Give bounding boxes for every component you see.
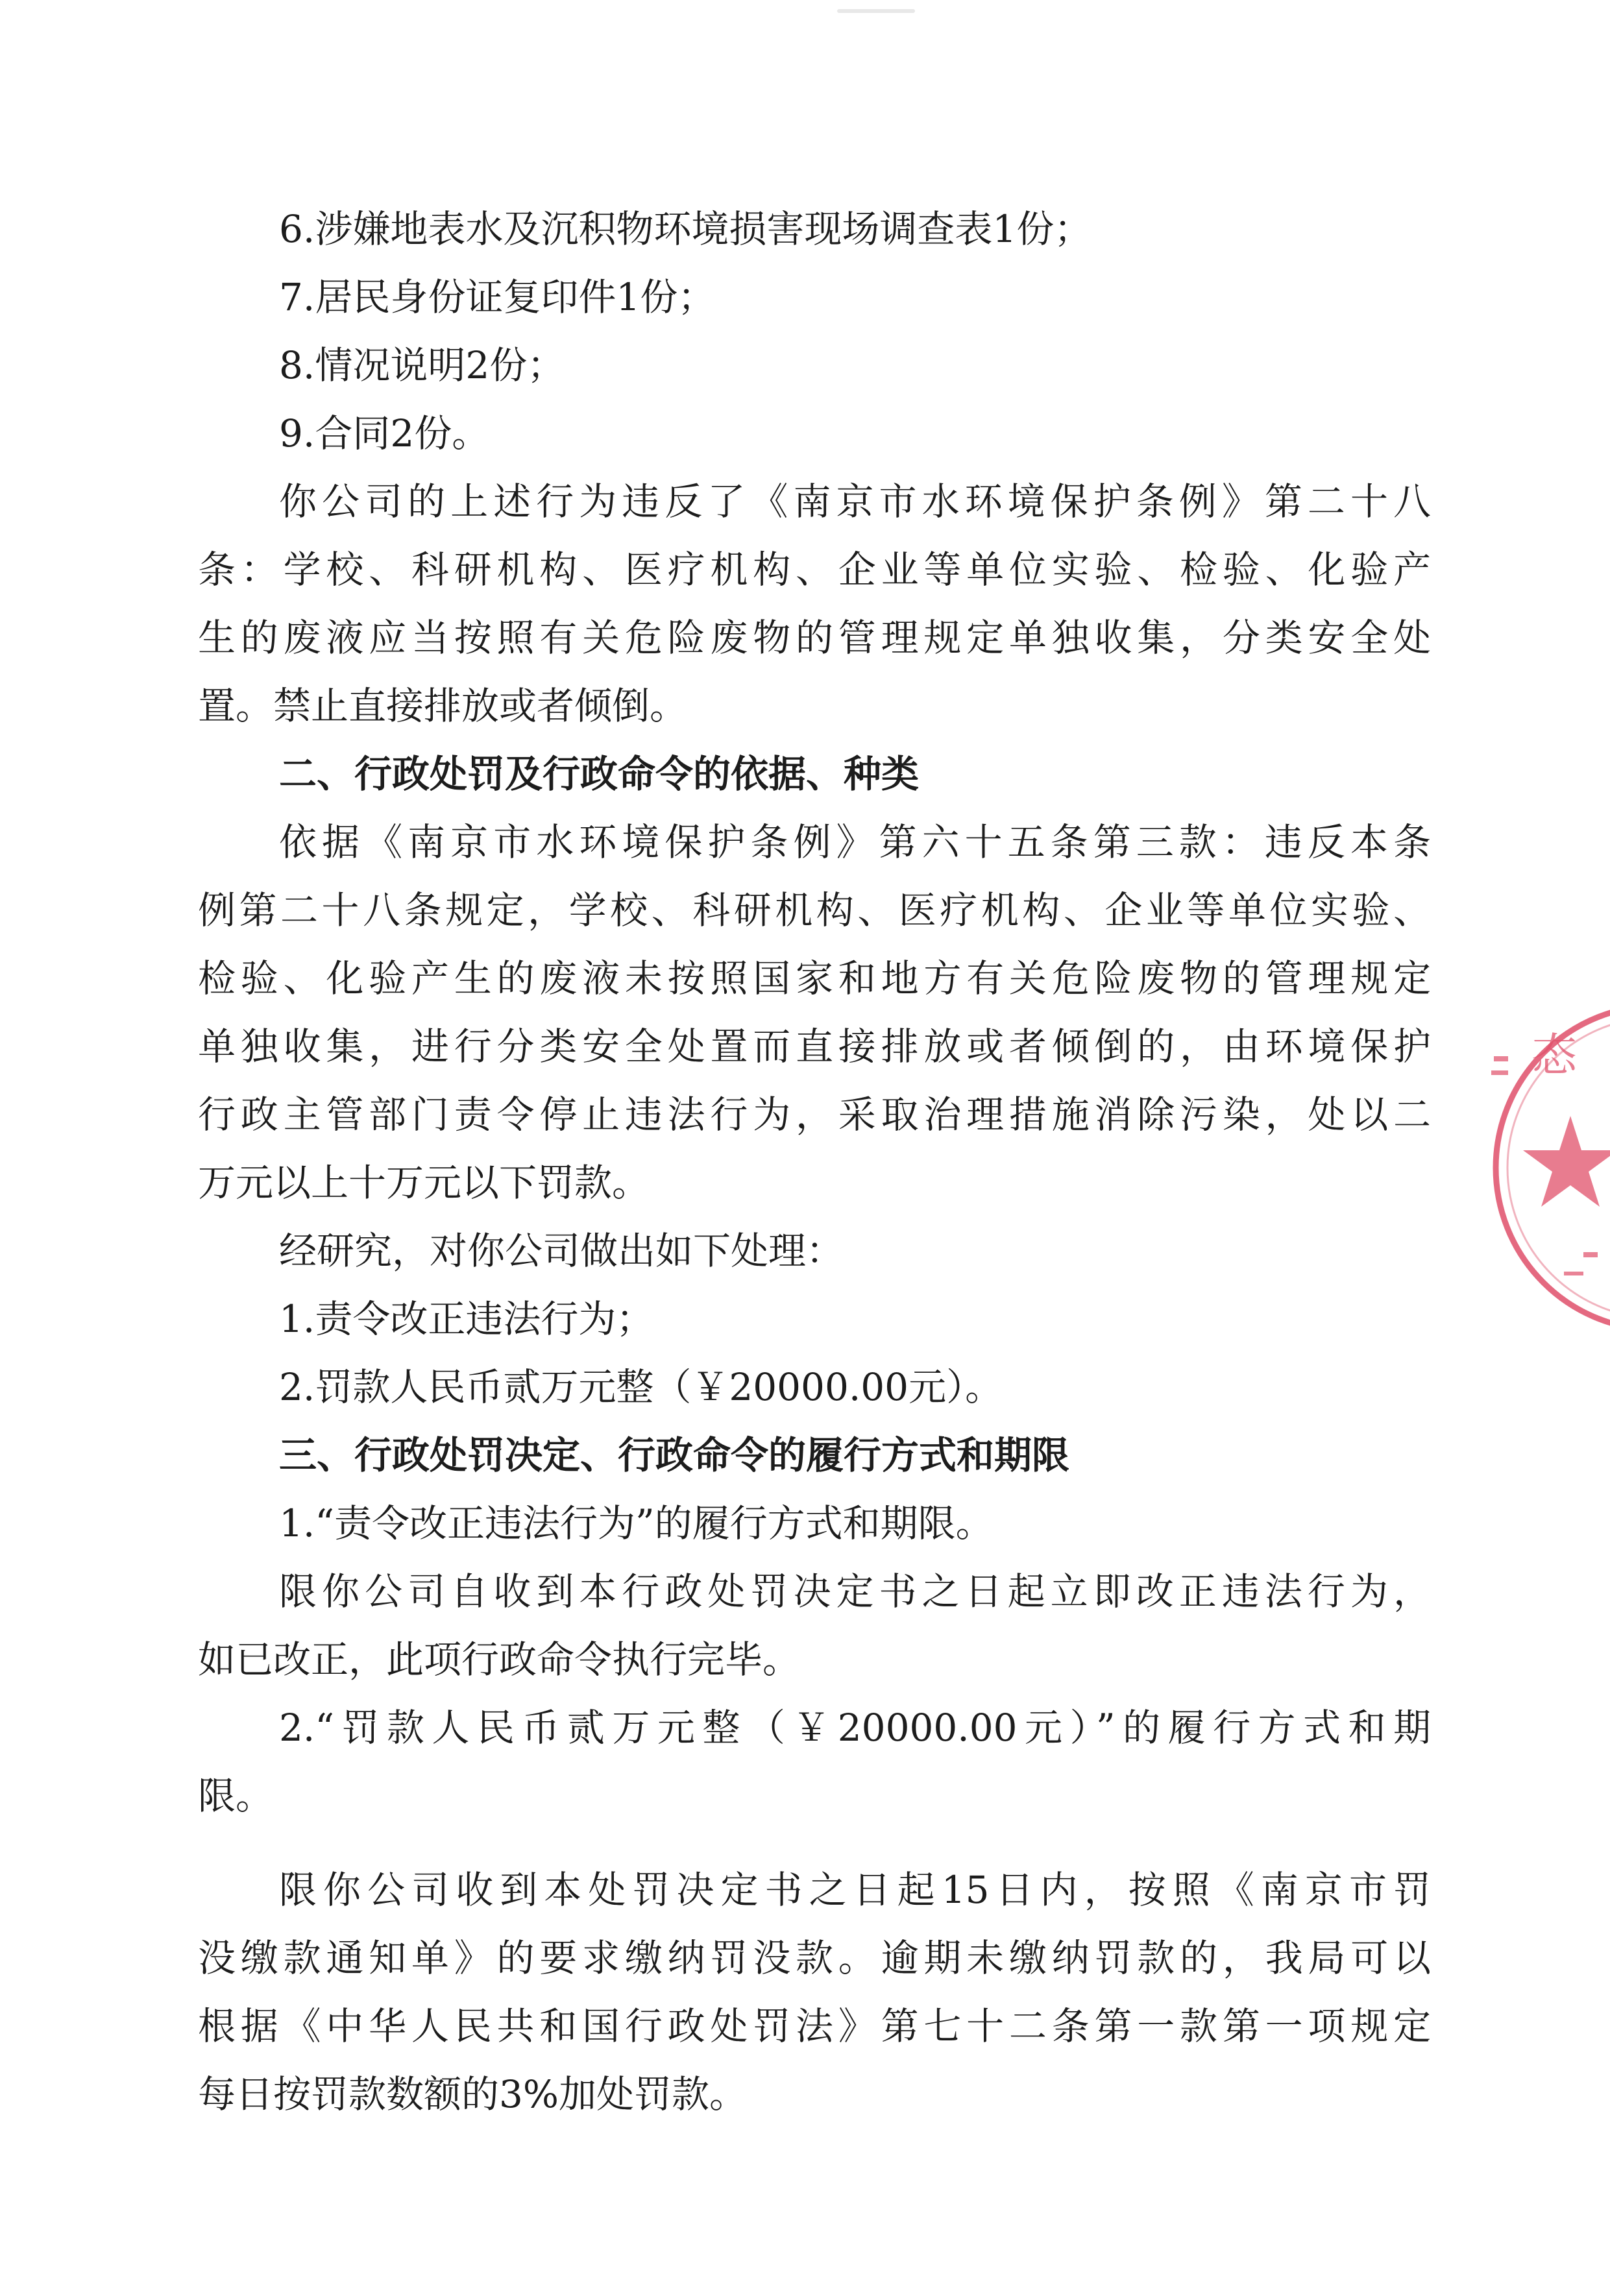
text-line-17: 1.责令改正违法行为； [279, 1297, 654, 1341]
text-line-26: 没缴款通知单》的要求缴纳罚没款。逾期未缴纳罚款的，我局可以 [198, 1936, 1431, 1980]
seal-text: 态 [1531, 1028, 1577, 1082]
text-line-28: 每日按罚款数额的3%加处罚款。 [198, 2072, 748, 2116]
text-line-25: 限你公司收到本处罚决定书之日起15日内，按照《南京市罚 [279, 1868, 1431, 1912]
text-line-20: 1.“责令改正违法行为”的履行方式和期限。 [279, 1501, 994, 1545]
text-line-12: 检验、化验产生的废液未按照国家和地方有关危险废物的管理规定 [198, 956, 1431, 1000]
text-line-4: 9.合同2份。 [279, 411, 490, 455]
scan-artifact [837, 9, 915, 13]
official-seal [1486, 993, 1610, 1343]
section-heading-3: 三、行政处罚决定、行政命令的履行方式和期限 [279, 1433, 1070, 1477]
seal-star [1523, 1116, 1610, 1207]
text-line-2: 7.居民身份证复印件1份； [279, 275, 716, 319]
text-line-23: 2.“罚款人民币贰万元整（￥20000.00元）”的履行方式和期 [279, 1706, 1431, 1750]
text-line-16: 经研究，对你公司做出如下处理： [279, 1229, 844, 1273]
text-line-18: 2.罚款人民币贰万元整（￥20000.00元）。 [279, 1365, 1003, 1409]
text-line-13: 单独收集，进行分类安全处置而直接排放或者倾倒的，由环境保护 [198, 1024, 1431, 1069]
text-line-8: 置。禁止直接排放或者倾倒。 [198, 684, 688, 728]
text-line-24: 限。 [198, 1774, 274, 1818]
text-line-7: 生的废液应当按照有关危险废物的管理规定单独收集，分类安全处 [198, 616, 1431, 660]
text-line-5: 你公司的上述行为违反了《南京市水环境保护条例》第二十八 [279, 479, 1431, 524]
text-line-15: 万元以上十万元以下罚款。 [198, 1161, 650, 1205]
text-line-1: 6.涉嫌地表水及沉积物环境损害现场调查表1份； [279, 207, 1092, 251]
text-line-11: 例第二十八条规定，学校、科研机构、医疗机构、企业等单位实验、 [198, 888, 1431, 932]
text-line-10: 依据《南京市水环境保护条例》第六十五条第三款：违反本条 [279, 820, 1431, 864]
text-line-27: 根据《中华人民共和国行政处罚法》第七十二条第一款第一项规定 [198, 2004, 1431, 2048]
text-line-21: 限你公司自收到本行政处罚决定书之日起立即改正违法行为， [279, 1569, 1431, 1613]
section-heading-2: 二、行政处罚及行政命令的依据、种类 [279, 752, 920, 796]
text-line-22: 如已改正，此项行政命令执行完毕。 [198, 1637, 801, 1682]
text-line-3: 8.情况说明2份； [279, 343, 565, 387]
text-line-14: 行政主管部门责令停止违法行为，采取治理措施消除污染，处以二 [198, 1093, 1431, 1137]
text-line-6: 条：学校、科研机构、医疗机构、企业等单位实验、检验、化验产 [198, 548, 1431, 592]
